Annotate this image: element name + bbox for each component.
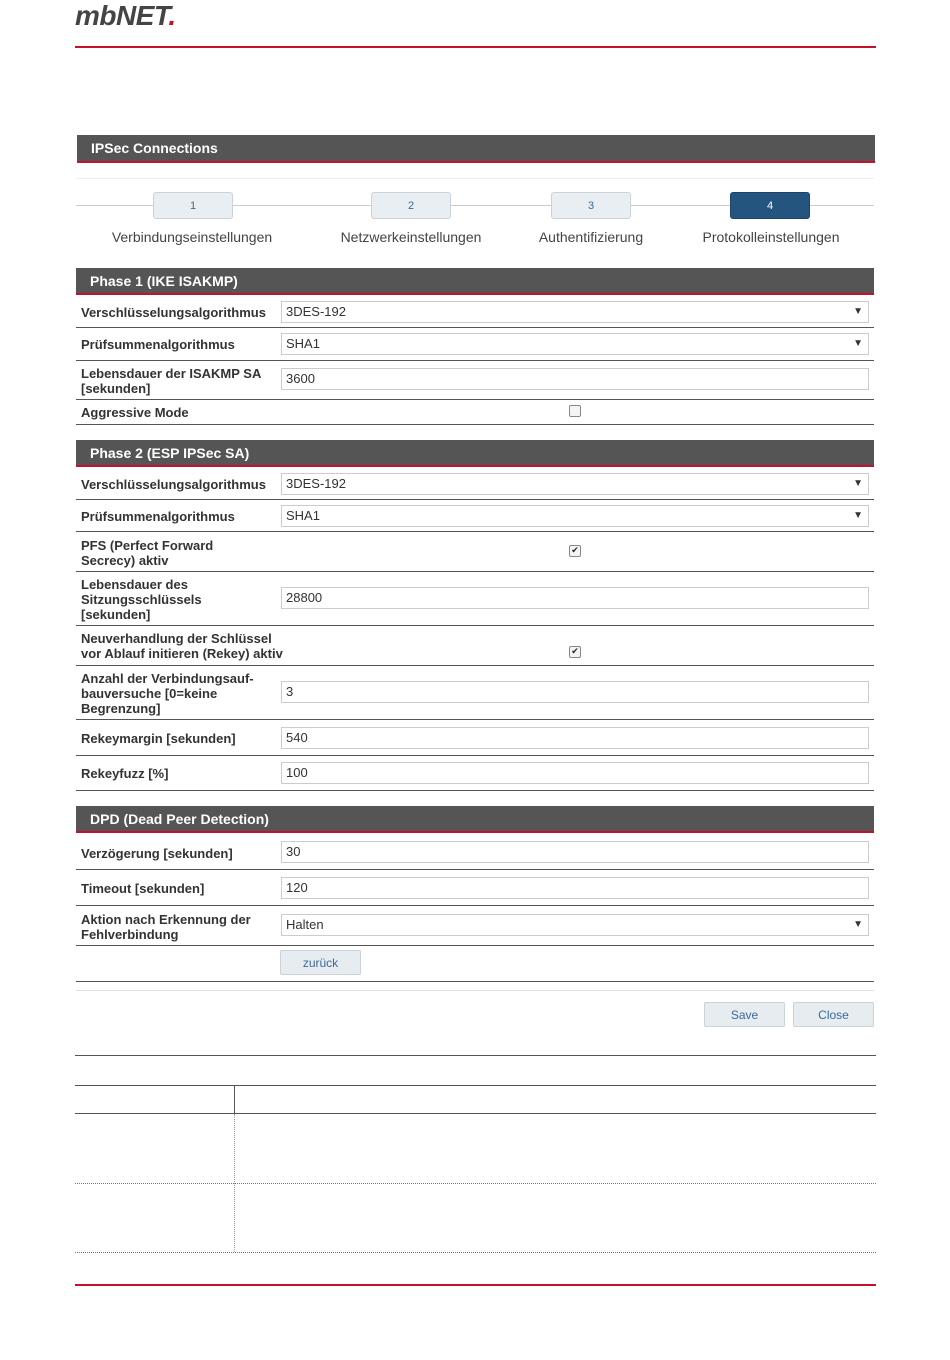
table-row-divider [75,1252,876,1253]
phase2-checksum-value: SHA1 [286,508,320,523]
wizard-top-divider [76,178,874,179]
phase2-margin-label: Rekeymargin [sekunden] [81,731,236,746]
phase1-encryption-select[interactable] [281,301,869,323]
phase2-encryption-select[interactable] [281,473,869,495]
phase2-encryption-label: Verschlüsselungsalgorithmus [81,477,266,492]
phase2-tries-input[interactable]: 3 [281,681,869,703]
chevron-down-icon: ▼ [853,510,863,521]
chevron-down-icon: ▼ [853,478,863,489]
phase2-checksum-select[interactable] [281,505,869,527]
wizard-step-2[interactable]: 2 [371,192,451,219]
chevron-down-icon: ▼ [853,919,863,930]
table-top-border [75,1055,876,1056]
phase2-fuzz-label: Rekeyfuzz [%] [81,766,169,781]
table-header-bottom [75,1113,876,1114]
dpd-action-value: Halten [286,917,324,932]
phase1-aggressive-row [76,400,874,425]
phase1-encryption-row [76,296,874,328]
phase1-checksum-value: SHA1 [286,336,320,351]
table-header-divider [234,1085,235,1113]
phase2-encryption-value: 3DES-192 [286,476,346,491]
wizard-step-2-label: Netzwerkeinstellungen [340,229,482,245]
table-row-divider [75,1183,876,1184]
dpd-header: DPD (Dead Peer Detection) [76,806,874,833]
phase2-tries-row [76,666,874,720]
phase1-aggressive-checkbox[interactable] [569,405,581,417]
save-button[interactable]: Save [704,1002,785,1027]
dpd-delay-row [76,834,874,870]
phase1-lifetime-row [76,361,874,400]
close-button[interactable]: Close [793,1002,874,1027]
table-header-top [75,1085,876,1086]
phase1-checksum-row [76,328,874,361]
panel-title: IPSec Connections [77,135,875,163]
phase2-pfs-checkbox[interactable]: ✔ [569,545,581,557]
wizard-step-1[interactable]: 1 [153,192,233,219]
logo-text: mbNET [75,0,169,31]
wizard-step-3-label: Authentifizierung [538,229,644,245]
dpd-action-label: Aktion nach Erkennung der Fehlverbindung [81,912,251,942]
wizard-step-3[interactable]: 3 [551,192,631,219]
dpd-delay-input[interactable]: 30 [281,841,869,863]
header-divider [75,46,876,48]
dpd-back-row [76,946,874,982]
dpd-delay-label: Verzögerung [sekunden] [81,846,233,861]
mbnet-logo [75,0,176,32]
phase1-aggressive-label: Aggressive Mode [81,405,189,420]
form-footer-divider [76,990,874,991]
logo-dot: . [168,0,176,31]
wizard-step-4[interactable]: 4 [730,192,810,219]
phase2-margin-row [76,720,874,756]
phase2-encryption-row [76,468,874,500]
phase1-encryption-value: 3DES-192 [286,304,346,319]
phase1-lifetime-label: Lebensdauer der ISAKMP SA [sekunden] [81,366,262,396]
phase2-rekey-checkbox[interactable]: ✔ [569,646,581,658]
phase2-checksum-row [76,500,874,532]
phase2-fuzz-input[interactable]: 100 [281,762,869,784]
phase1-lifetime-input[interactable]: 3600 [281,368,869,390]
phase2-pfs-label: PFS (Perfect Forward Secrecy) aktiv [81,538,214,568]
phase2-keylife-row [76,572,874,626]
phase1-header: Phase 1 (IKE ISAKMP) [76,268,874,295]
chevron-down-icon: ▼ [853,306,863,317]
phase2-header: Phase 2 (ESP IPSec SA) [76,440,874,467]
dpd-timeout-label: Timeout [sekunden] [81,881,205,896]
phase2-pfs-row [76,532,874,572]
phase2-keylife-input[interactable]: 28800 [281,587,869,609]
phase2-margin-input[interactable]: 540 [281,727,869,749]
phase2-rekey-label: Neuverhandlung der Schlüssel vor Ablauf initieren (Rekey) aktiv [81,631,283,661]
wizard-step-1-label: Verbindungseinstellungen [111,229,273,245]
dpd-timeout-input[interactable]: 120 [281,877,869,899]
phase2-keylife-label: Lebensdauer des Sitzungsschlüssels [sekunden] [81,577,202,622]
phase1-checksum-label: Prüfsummenalgorithmus [81,337,235,352]
footer-divider [75,1284,876,1286]
phase2-fuzz-row [76,756,874,791]
wizard-step-4-label: Protokolleinstellungen [702,229,840,245]
phase1-encryption-label: Verschlüsselungsalgorithmus [81,305,266,320]
phase1-checksum-select[interactable] [281,333,869,355]
chevron-down-icon: ▼ [853,338,863,349]
phase2-tries-label: Anzahl der Verbindungsauf- bauversuche [0=keine Begrenzung] [81,671,254,716]
back-button[interactable]: zurück [280,950,361,975]
dpd-timeout-row [76,870,874,906]
phase2-rekey-row [76,626,874,666]
dpd-action-row [76,906,874,946]
phase2-checksum-label: Prüfsummenalgorithmus [81,509,235,524]
dpd-action-select[interactable] [281,914,869,936]
